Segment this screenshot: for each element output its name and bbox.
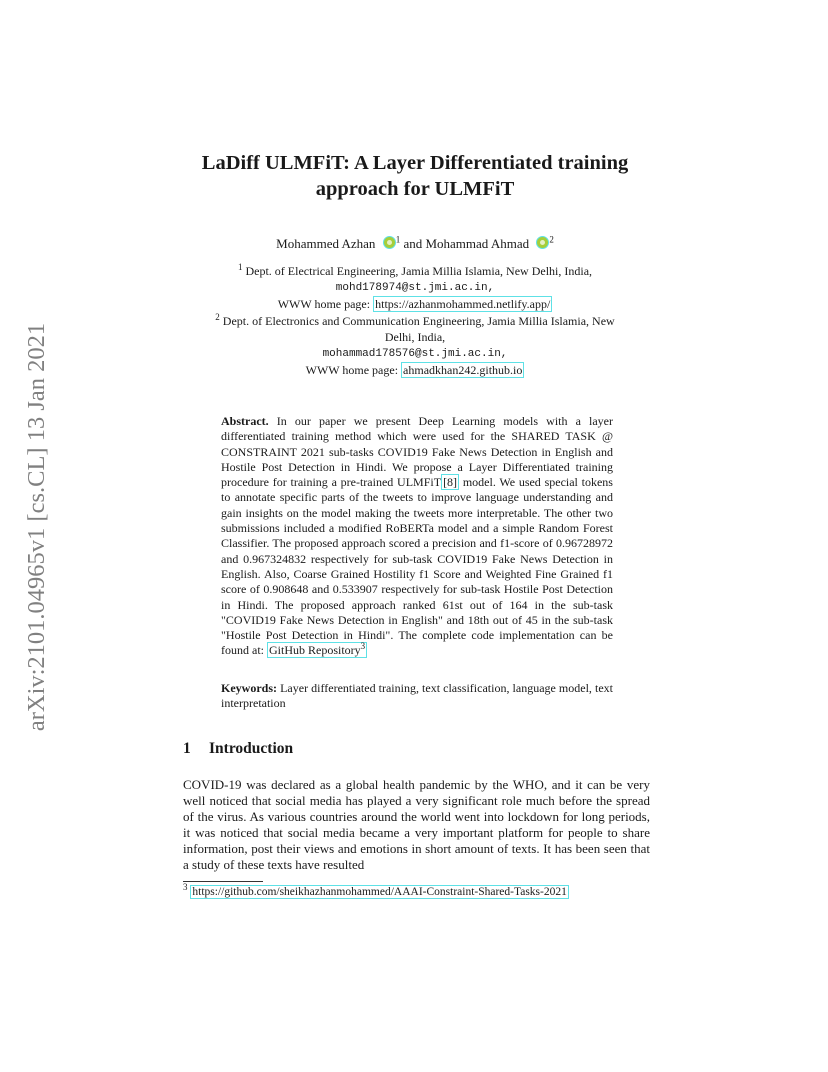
affiliation-2-text-line-1: Dept. of Electronics and Communication Engineering, Jamia Millia Islamia, New bbox=[222, 313, 615, 328]
github-repository-label: GitHub Repository bbox=[269, 643, 361, 658]
arxiv-sidebar-stamp bbox=[20, 294, 54, 760]
affiliation-1-mark: 1 bbox=[237, 262, 243, 272]
section-heading bbox=[183, 740, 293, 758]
affiliation-2-dept bbox=[170, 313, 660, 330]
orcid-icon[interactable] bbox=[536, 236, 549, 249]
homepage-label: WWW home page: bbox=[277, 297, 371, 311]
author-name-1: Mohammed Azhan bbox=[276, 236, 376, 251]
section-number: 1 bbox=[183, 740, 191, 757]
arxiv-id-text: arXiv:2101.04965v1 [cs.CL] 13 Jan 2021 bbox=[23, 322, 50, 732]
keywords-label: Keywords: bbox=[221, 681, 277, 695]
footnote-url-link[interactable]: https://github.com/sheikhazhanmohammed/AAAI-Constraint-Shared-Tasks-2021 bbox=[192, 886, 567, 898]
author-list bbox=[150, 235, 680, 253]
citation-link[interactable]: [8] bbox=[443, 475, 458, 490]
affiliation-1-dept bbox=[170, 263, 660, 280]
paper-title bbox=[150, 150, 680, 202]
abstract-text-part-2: model. We used special tokens to annotate specific parts of the tweets to improve language understanding and gain insights on the model making the tweets more interpretable. The other two submissions included a modified RoBERTa model and a simple Random Forest Classifier. The proposed approach scored a precision and f1-score of 0.96728972 and 0.967324832 respectively for sub-task COVID19 Fake News Detection in English. Also, Coarse Grained Hostility f1 Score and Weighted Fine Grained f1 score of 0.908648 and 0.533907 respectively for sub-task Hostile Post Detection in Hindi. The proposed approach ranked 61st out of 164 in the sub-task "COVID19 Fake News Detection in English" and 18th out of 45 in the sub-task "Hostile Post Detection in Hindi". The complete code implementation can be found at: bbox=[221, 475, 613, 658]
keywords bbox=[221, 681, 613, 712]
title-line-2: approach for ULMFiT bbox=[315, 178, 515, 200]
author-name-2: Mohammad Ahmad bbox=[425, 236, 530, 251]
abstract-label: Abstract. bbox=[221, 414, 269, 428]
affiliation-2-homepage bbox=[170, 362, 660, 379]
intro-paragraph: COVID-19 was declared as a global health pandemic by the WHO, and it can be very well noticed that social media has played a very significant role much before the spread of the virus. As various countries around the world went into lockdown for long periods, it was noticed that social media became a very important platform for people to share information, post their views and emotions in short amount of texts. It has been seen that a study of these texts have resulted bbox=[183, 777, 650, 873]
affiliation-1-text: Dept. of Electrical Engineering, Jamia Millia Islamia, New Delhi, India, bbox=[245, 264, 593, 278]
affiliation-2-mark: 2 bbox=[215, 311, 220, 322]
affiliation-2-email: mohammad178576@st.jmi.ac.in, bbox=[322, 347, 508, 360]
author-connector: and bbox=[403, 236, 423, 251]
affiliation-2-text-line-2: Delhi, India, bbox=[384, 330, 446, 344]
footnote-rule bbox=[183, 881, 263, 882]
homepage-link-1[interactable]: https://azhanmohammed.netlify.app/ bbox=[375, 297, 551, 311]
affiliations-block bbox=[170, 263, 660, 379]
author-affil-mark-1: 1 bbox=[395, 234, 401, 245]
github-repository-link[interactable] bbox=[267, 642, 367, 658]
affiliation-1-homepage bbox=[170, 296, 660, 313]
homepage-label: WWW home page: bbox=[305, 363, 399, 377]
orcid-icon[interactable] bbox=[383, 236, 396, 249]
keywords-text: Layer differentiated training, text classification, language model, text interpretation bbox=[221, 681, 614, 711]
footnote bbox=[183, 882, 663, 900]
abstract-text-part-1: In our paper we present Deep Learning models with a layer differentiated training method which were used for the SHARED TASK @ CONSTRAINT 2021 sub-tasks COVID19 Fake News Detection in English and Hostile Post Detection in Hindi. We propose a Layer Differentiated training procedure for training a pre-trained ULMFiT bbox=[221, 414, 613, 490]
title-line-1: LaDiff ULMFiT: A Layer Differentiated training bbox=[201, 152, 629, 174]
abstract bbox=[221, 414, 613, 659]
footnote-number: 3 bbox=[183, 882, 188, 893]
homepage-link-2[interactable]: ahmadkhan242.github.io bbox=[403, 363, 523, 377]
section-title: Introduction bbox=[209, 740, 294, 757]
footnote-mark: 3 bbox=[360, 641, 366, 652]
affiliation-1-email: mohd178974@st.jmi.ac.in, bbox=[335, 281, 495, 294]
author-affil-mark-2: 2 bbox=[549, 234, 554, 245]
